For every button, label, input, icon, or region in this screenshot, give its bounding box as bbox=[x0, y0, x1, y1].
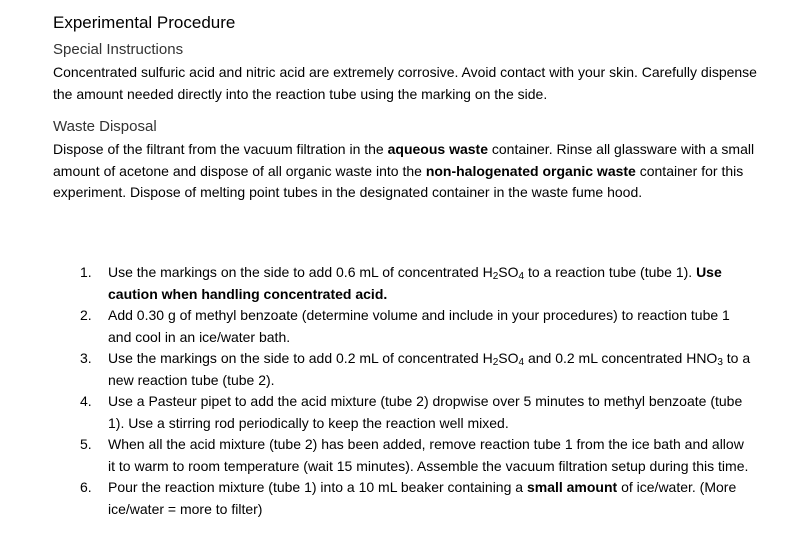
procedure-step bbox=[53, 434, 753, 477]
step-text: to a new reaction tube (tube 2). bbox=[108, 350, 751, 388]
step-text: Pour the reaction mixture (tube 1) into a 10 mL beaker containing a bbox=[108, 479, 527, 495]
step-text: Add 0.30 g of methyl benzoate (determine volume and include in your procedures) to reaction tube 1 and cool in an ice/water bath. bbox=[108, 307, 730, 345]
step-text: Use the markings on the side to add 0.6 mL of concentrated H bbox=[108, 264, 493, 280]
step-text: SO bbox=[498, 350, 519, 366]
special-instructions-heading: Special Instructions bbox=[53, 41, 184, 58]
waste-text-1: Dispose of the filtrant from the vacuum filtration in the bbox=[53, 141, 388, 157]
step-text: When all the acid mixture (tube 2) has been added, remove reaction tube 1 from the ice bath and allow it to warm to room temperature (wait 15 minutes). Assemble the vacuum filtration setup during this time. bbox=[108, 436, 749, 474]
waste-disposal-text bbox=[53, 139, 773, 204]
waste-text-2: container. Rinse all glassware with a small amount of acetone and dispose of all organic waste into the bbox=[53, 141, 755, 179]
small-amount-emphasis: small amount bbox=[526, 479, 618, 495]
procedure-step bbox=[53, 305, 753, 348]
step-text: SO bbox=[498, 264, 519, 280]
procedure-step bbox=[53, 477, 753, 520]
procedure-steps-list bbox=[53, 262, 753, 520]
procedure-step bbox=[53, 348, 753, 391]
waste-disposal-section bbox=[53, 117, 773, 204]
step-text: Use the markings on the side to add 0.2 mL of concentrated H bbox=[108, 350, 493, 366]
step-text: Use a Pasteur pipet to add the acid mixture (tube 2) dropwise over 5 minutes to methyl benzoate (tube 1). Use a stirring rod periodically to keep the reaction well mixed. bbox=[108, 393, 743, 431]
subscript: 2 bbox=[492, 357, 499, 368]
step-number: 1. bbox=[80, 264, 92, 280]
step-number: 3. bbox=[80, 350, 92, 366]
waste-text-3: container for this experiment. Dispose of melting point tubes in the designated container in the waste fume hood. bbox=[53, 162, 744, 200]
caution-note: Use caution when handling concentrated acid. bbox=[108, 264, 722, 302]
step-text: of ice/water. (More ice/water = more to filter) bbox=[108, 479, 737, 517]
procedure-document bbox=[53, 12, 773, 204]
step-number: 2. bbox=[80, 307, 92, 323]
waste-disposal-heading: Waste Disposal bbox=[53, 118, 157, 135]
subscript: 2 bbox=[492, 271, 499, 282]
non-halogenated-waste-label: non-halogenated organic waste bbox=[425, 162, 636, 179]
step-number: 5. bbox=[80, 436, 92, 452]
step-number: 4. bbox=[80, 393, 92, 409]
page-title: Experimental Procedure bbox=[53, 13, 236, 32]
special-instructions-text: Concentrated sulfuric acid and nitric acid are extremely corrosive. Avoid contact with your skin. Carefully dispense the amount needed directly into the reaction tube using the marking on the side. bbox=[53, 64, 757, 102]
special-instructions-section bbox=[53, 40, 773, 105]
subscript: 4 bbox=[518, 357, 525, 368]
aqueous-waste-label: aqueous waste bbox=[387, 141, 488, 157]
step-text: to a reaction tube (tube 1). bbox=[524, 264, 697, 280]
step-number: 6. bbox=[80, 479, 92, 495]
subscript: 4 bbox=[518, 271, 525, 282]
procedure-step bbox=[53, 262, 753, 305]
step-text: and 0.2 mL concentrated HNO bbox=[524, 350, 718, 366]
procedure-step bbox=[53, 391, 753, 434]
subscript: 3 bbox=[717, 357, 723, 368]
